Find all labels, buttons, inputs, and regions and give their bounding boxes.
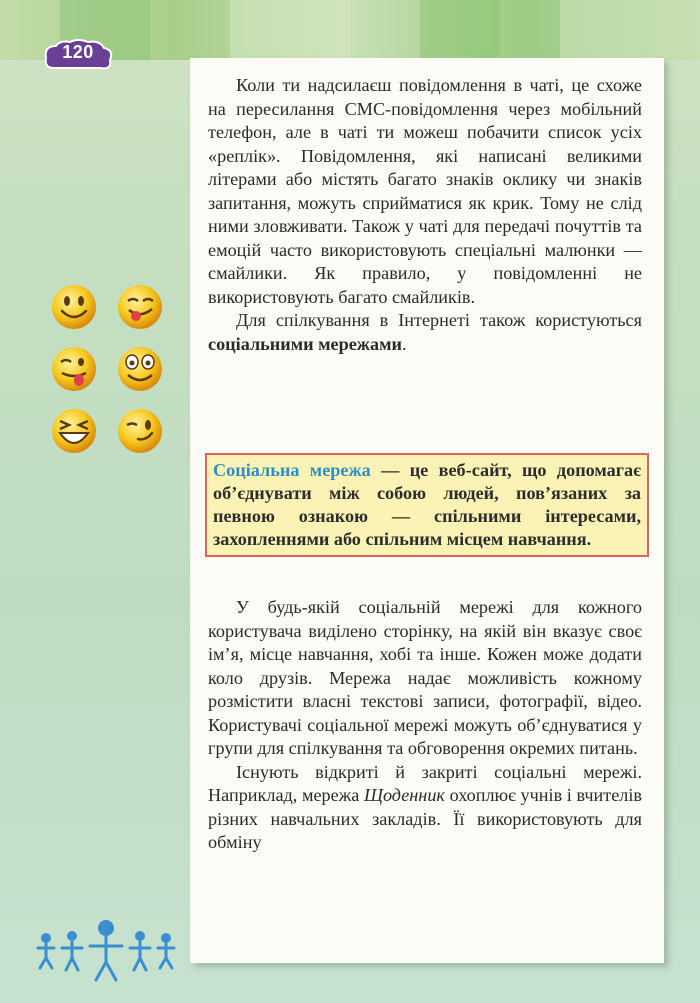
header-tile	[560, 0, 700, 60]
definition-term: Соціальна мережа	[213, 460, 371, 480]
social-end: .	[401, 333, 407, 354]
header-tile	[420, 0, 500, 60]
paragraph-user-pages: У будь-якій соціальній мережі для кожного користувача виділено сторінку, на якій він вказує своє ім’я, місце навчання, хобі та інше. Кожен може додати коло друзів. Мережа надає можливість кожному розмістити власні текстові записи, фотографії, відео. Користувачі соціальної мережі можуть об’єднуватися у групи для спілкування та обговорення окремих питань.	[208, 597, 642, 758]
surprised-icon	[116, 345, 164, 393]
smile-icon	[50, 283, 98, 331]
closed-after: охоплює учнів і вчителів різних навчальних закладів. Її використовують для обміну	[208, 785, 642, 852]
paragraph-chat: Коли ти надсилаєш повідомлення в чаті, це схоже на пересилання СМС-повідомлення через мобільний телефон, але в чаті ти можеш побачити список усіх «реплік». Повідомлення, які написані великими літерами або містять багато знаків оклику чи знаків запитання, можуть сприйматися як крик. Тому не слід ними зловживати. Також у чаті для передачі почуттів та емоцій часто використовують спеціальні малюнки — смайлики. Як правило, у повідомленні не використовують багато смайликів.	[208, 75, 642, 307]
page-number: 120	[62, 42, 94, 62]
wink-icon	[116, 407, 164, 455]
definition-body: — це веб-сайт, що допомагає об’єднувати між собою людей, пов’язаних за певною ознакою — спільними інтересами, захопленнями або спільним місцем навчання.	[213, 460, 641, 549]
closed-before: Існують відкриті й закриті соціальні мережі. Наприклад, мережа	[208, 761, 642, 805]
page-number-badge	[42, 38, 114, 72]
social-term: соціальними мережами	[208, 333, 402, 354]
text-block-top	[208, 74, 642, 356]
paragraph-open-closed	[208, 761, 642, 855]
paragraph-social-networks	[208, 309, 642, 356]
network-name: Щоденник	[363, 785, 445, 805]
laughing-icon	[50, 407, 98, 455]
definition-box	[205, 453, 649, 557]
smiley-group	[50, 283, 170, 463]
wink-tongue-icon	[116, 283, 164, 331]
tongue-out-icon	[50, 345, 98, 393]
text-page	[190, 58, 664, 963]
text-block-bottom	[208, 596, 642, 855]
people-figures-icon	[36, 918, 176, 988]
social-intro: Для спілкування в Інтернеті також користуються	[236, 310, 642, 330]
header-tile	[230, 0, 350, 60]
